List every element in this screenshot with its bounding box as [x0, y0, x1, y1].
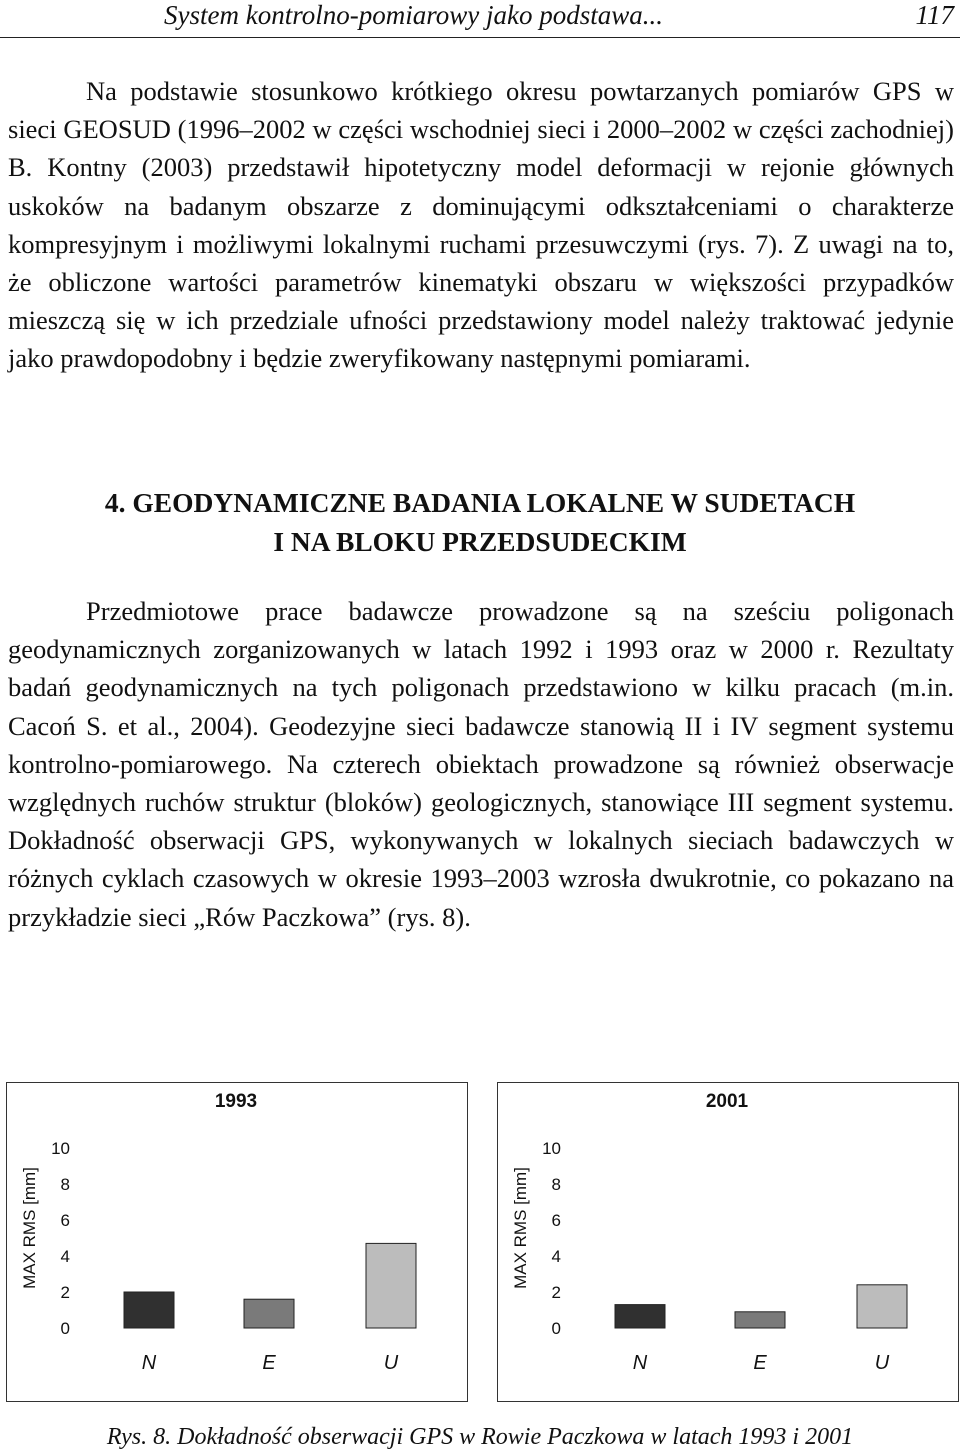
y-tick-label: 10: [51, 1139, 70, 1158]
y-axis-label: MAX RMS [mm]: [511, 1167, 530, 1289]
y-tick-label: 6: [551, 1211, 561, 1230]
y-tick-label: 8: [60, 1175, 70, 1194]
chart-title: 1993: [214, 1091, 258, 1112]
section-heading-line-2: I NA BLOKU PRZEDSUDECKIM: [273, 526, 687, 557]
page-number: 117: [915, 0, 954, 30]
bar-E: [735, 1312, 785, 1328]
bar-U: [857, 1285, 907, 1328]
chart-2001: [497, 1082, 959, 1402]
category-label: E: [753, 1352, 767, 1374]
figure-caption-label: Rys. 8.: [106, 1424, 172, 1450]
y-tick-label: 4: [551, 1247, 561, 1266]
y-tick-label: 6: [60, 1211, 70, 1230]
y-tick-label: 10: [542, 1139, 561, 1158]
y-tick-label: 4: [60, 1247, 70, 1266]
body-paragraph-1: Na podstawie stosunkowo krótkiego okresu powtarzanych pomiarów GPS w sieci GEOSUD (1996–2002 w części wschodniej sieci i 2000–2002 w części zachodniej) B. Kontny (2003) przedstawił hipotetyczny model deformacji w rejonie głównych uskoków na badanym obszarze z dominującymi odkształceniami o charakterze kompresyjnym i możliwymi lokalnymi ruchami przesuwczymi (rys. 7). Z uwagi na to, że obliczone wartości parametrów kinematyki obszaru w większości przypadków mieszczą się w ich przedziale ufności przedstawiony model należy traktować jedynie jako prawdopodobny i będzie zweryfikowany następnymi pomiarami.: [8, 76, 954, 374]
y-tick-label: 0: [551, 1319, 561, 1338]
chart-1993: [6, 1082, 468, 1402]
category-label: E: [262, 1352, 276, 1374]
chart-title: 2001: [705, 1091, 749, 1112]
y-tick-label: 0: [60, 1319, 70, 1338]
y-axis-label: MAX RMS [mm]: [20, 1167, 39, 1289]
chart-1993-svg: [7, 1083, 466, 1400]
y-tick-label: 2: [60, 1283, 70, 1302]
running-title: System kontrolno-pomiarowy jako podstawa...: [164, 0, 663, 30]
category-label: N: [632, 1352, 648, 1374]
figure-caption: [0, 1424, 960, 1451]
section-heading-line-1: 4. GEODYNAMICZNE BADANIA LOKALNE W SUDETACH: [104, 487, 856, 518]
bar-U: [366, 1243, 416, 1328]
body-paragraph-2: Przedmiotowe prace badawcze prowadzone są na sześciu poligonach geodynamicznych zorganizowanych w latach 1992 i 1993 oraz w 2000 r. Rezultaty badań geodynamicznych na tych poligonach przedstawiono w kilku pracach (m.in. Cacoń S. et al., 2004). Geodezyjne sieci badawcze stanowią II i IV segment systemu kontrolno-pomiarowego. Na czterech obiektach prowadzone są również obserwacje względnych ruchów struktur (bloków) geologicznych, stanowiące III segment systemu. Dokładność obserwacji GPS, wykonywanych w lokalnych sieciach badawczych w różnych cyklach czasowych w okresie 1993–2003 wzrosła dwukrotnie, co pokazano na przykładzie sieci „Rów Paczkowa” (rys. 8).: [8, 596, 954, 932]
category-label: N: [141, 1352, 157, 1374]
y-tick-label: 2: [551, 1283, 561, 1302]
figure-caption-text: Dokładność obserwacji GPS w Rowie Paczkowa w latach 1993 i 2001: [177, 1424, 854, 1450]
category-label: U: [383, 1352, 399, 1374]
bar-E: [244, 1299, 294, 1328]
chart-2001-svg: [498, 1083, 957, 1400]
bar-N: [615, 1305, 665, 1328]
page-header: [0, 0, 960, 38]
category-label: U: [874, 1352, 890, 1374]
section-heading: [0, 483, 960, 561]
bar-N: [124, 1292, 174, 1328]
y-tick-label: 8: [551, 1175, 561, 1194]
